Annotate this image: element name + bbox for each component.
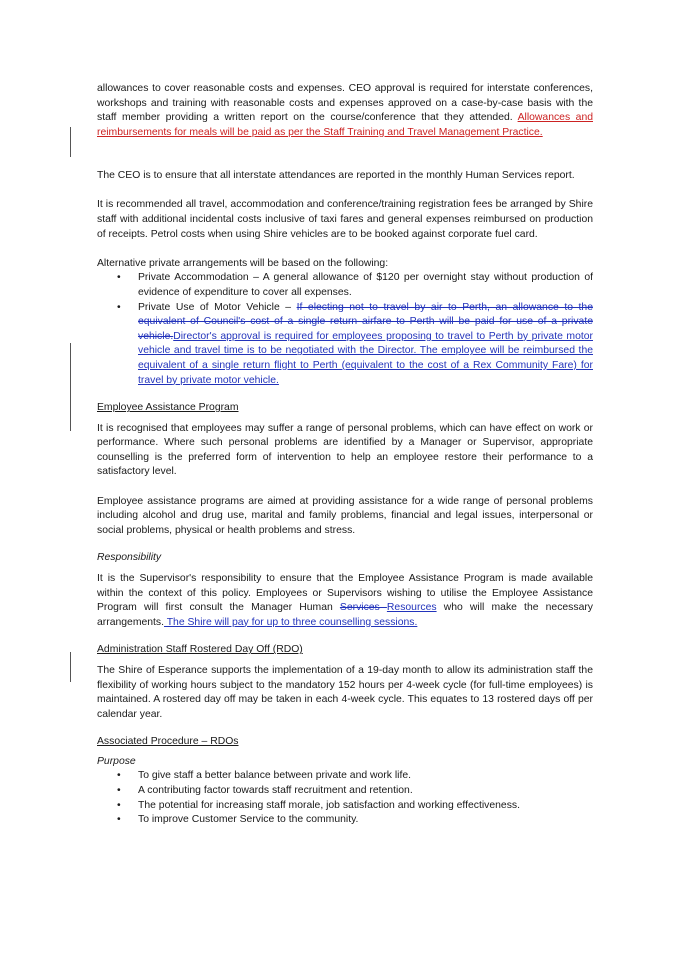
list-item: • To give staff a better balance between private and work life. — [97, 769, 593, 784]
alternative-list — [97, 271, 593, 388]
change-bar — [70, 652, 71, 682]
list-item: • A contributing factor towards staff recruitment and retention. — [97, 784, 593, 799]
tracked-insertion: The Shire will pay for up to three counselling sessions. — [164, 616, 418, 628]
document-page — [97, 82, 593, 828]
tracked-deletion: If electing not to travel by air to Perth, an allowance to the equivalent of Council's cost of a single return airfare to Perth will be paid for use of a private vehicle. — [138, 301, 593, 342]
bullet-icon: • — [117, 272, 121, 284]
heading-associated-procedure: Associated Procedure – RDOs — [97, 736, 239, 748]
bullet-icon: • — [117, 799, 121, 811]
list-item: • The potential for increasing staff morale, job satisfaction and working effectiveness. — [97, 799, 593, 814]
paragraph-rdo: The Shire of Esperance supports the implementation of a 19-day month to allow its administration staff the flexibility of working hours subject to the mandatory 152 hours per 4-week cycle (for full-time employees) is maintained. A rostered day off may be taken in each 4-week cycle. This equates to 13 rostered days off per calendar year. — [97, 664, 593, 720]
tracked-insertion: Allowances and reimbursements for meals will be paid as per the Staff Training and Travel Management Practice. — [97, 112, 593, 138]
purpose-list — [97, 769, 593, 827]
list-item: • To improve Customer Service to the community. — [97, 813, 593, 828]
bullet-icon: • — [117, 785, 121, 797]
paragraph-eap-2: Employee assistance programs are aimed at providing assistance for a wide range of personal problems including alcohol and drug use, marital and family problems, financial and legal issues, interpersonal or social problems, physical or health problems and stress. — [97, 495, 593, 536]
paragraph-travel: It is recommended all travel, accommodation and conference/training registration fees be arranged by Shire staff with additional incidental costs inclusive of taxi fares and general expenses reimbursed on production of receipts. Petrol costs when using Shire vehicles are to be booked against corporate fuel card. — [97, 199, 593, 240]
paragraph-eap-1: It is recognised that employees may suffer a range of personal problems, which can have effect on work or performance. Where such personal problems are identified by a Manager or Supervisor, appropriate counselling is the preferred form of intervention to help an employee restore their performance to a satisfactory level. — [97, 422, 593, 478]
change-bar — [70, 343, 71, 431]
heading-purpose: Purpose — [97, 755, 136, 767]
paragraph-allowances: allowances to cover reasonable costs and expenses. CEO approval is required for interstate conferences, workshops and training with reasonable costs and expenses approved on a case-by-case basis with the staff member providing a written report on the course/conference that they attended. Allowances and reimbursements for meals will be paid as per the Staff Training and Travel Management Practice. — [97, 83, 593, 138]
list-item: • Private Accommodation – A general allowance of $120 per overnight stay without production of evidence of expenditure to cover all expenses. — [117, 272, 593, 298]
paragraph-responsibility: It is the Supervisor's responsibility to ensure that the Employee Assistance Program is made available within the context of this policy. Employees or Supervisors wishing to utilise the Employee Assistance Program will first consult the Manager Human Services Resources who will make the necessary arrangements. The Shire will pay for up to three counselling sessions. — [97, 572, 594, 628]
tracked-insertion: Resources — [386, 602, 437, 614]
tracked-deletion: Services — [339, 602, 387, 614]
change-bar — [70, 127, 71, 157]
list-item: • Private Use of Motor Vehicle – If electing not to travel by air to Perth, an allowance to the equivalent of Council's cost of a single return airfare to Perth will be paid for use of a private vehicle.Director's approval is required for employees proposing to travel to Perth by private motor vehicle and travel time is to be negotiated with the Director. The employee will be reimbursed the equivalent of a single return flight to Perth (equivalent to the cost of a Rex Community Fare) for travel by private motor vehicle. — [117, 301, 593, 386]
tracked-insertion: Director's approval is required for employees proposing to travel to Perth by private motor vehicle and travel time is to be negotiated with the Director. The employee will be reimbursed the equivalent of a single return flight to Perth (equivalent to the cost of a Rex Community Fare) for travel by private motor vehicle. — [138, 330, 593, 386]
heading-responsibility: Responsibility — [97, 552, 162, 564]
alternative-intro: Alternative private arrangements will be based on the following: — [97, 257, 389, 269]
heading-employee-assistance: Employee Assistance Program — [97, 402, 239, 414]
paragraph-ceo: The CEO is to ensure that all interstate attendances are reported in the monthly Human Services report. — [97, 170, 575, 182]
bullet-icon: • — [117, 301, 121, 313]
bullet-icon: • — [117, 814, 121, 826]
bullet-icon: • — [117, 770, 121, 782]
heading-rdo: Administration Staff Rostered Day Off (RDO) — [97, 644, 303, 656]
